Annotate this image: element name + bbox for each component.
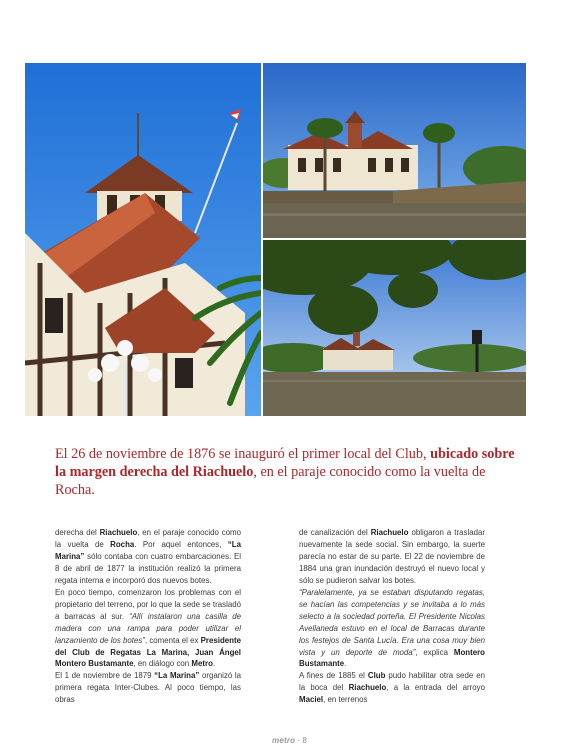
- text: . Por aquel entonces,: [134, 539, 228, 549]
- paragraph: [299, 587, 485, 671]
- text-bold: Montero Bustamante: [299, 647, 485, 669]
- article-column-right: [299, 527, 485, 706]
- text: , en diálogo con: [133, 659, 192, 669]
- photo-club-tower: [25, 63, 261, 416]
- text: organizó la primera regata Inter-Clubes. Al poco tiempo, las obras: [55, 671, 242, 705]
- text: pudo habilitar otra sede en la boca del: [299, 671, 485, 693]
- text: .: [212, 659, 216, 669]
- paragraph: [55, 587, 241, 671]
- text: , comenta el ex: [144, 635, 201, 645]
- text-italic: “Paralelamente, ya se estaban disputando regatas, se hacían las competencias y se invitaba a lo más selecto a la sociedad porteña. El Presidente Nicolas Avellaneda estuvo en el local de Barracas durante los festejos de Santa Lucía. Era una cosa muy bien vista y un deporte de moda”: [299, 587, 485, 657]
- text-bold: Riachuelo: [348, 683, 387, 693]
- photo-club-building-riverside: [263, 63, 526, 238]
- text: , explica: [415, 647, 454, 657]
- pull-quote-emphasis: ubicado sobre la margen derecha del Riachuelo: [55, 446, 515, 480]
- text-bold: “La Marina”: [154, 671, 200, 681]
- text-bold: Metro: [191, 659, 213, 669]
- text: .: [344, 659, 347, 669]
- text-bold: Riachuelo: [99, 528, 138, 537]
- text-bold: Rocha: [110, 539, 135, 549]
- page-footer: metro · 8: [272, 736, 307, 745]
- article-column-left: [55, 527, 241, 706]
- text-italic: “Allí instalaron una casilla de madera con una rampa para poder utilizar el lanzamiento de los botes”: [55, 611, 241, 645]
- text-bold: Presidente del Club de Regatas La Marina, Juan Ángel Montero Bustamante: [55, 635, 242, 669]
- text-bold: Riachuelo: [370, 528, 409, 537]
- pull-quote-part3: , en el paraje conocido como la vuelta de Rocha.: [55, 463, 486, 498]
- text: , en el paraje conocido como la vuelta de: [55, 528, 241, 549]
- paragraph: [55, 670, 241, 706]
- pull-quote-part1: El 26 de noviembre de 1876 se inauguró el primer local del Club,: [55, 446, 431, 462]
- text: derecha del: [55, 528, 100, 537]
- pull-quote: [55, 446, 525, 499]
- paragraph: [299, 527, 485, 587]
- text: , a la entrada del arroyo: [386, 683, 485, 693]
- text-bold: “La Marina”: [55, 539, 241, 561]
- photo-riverside-view: [263, 240, 526, 416]
- text: sólo contaba con cuatro embarcaciones. El 8 de abril de 1877 la institución realizó la primera regata interna e incorporó dos nuevos botes.: [55, 551, 241, 585]
- paragraph: [299, 670, 485, 706]
- metro-logo: metro: [272, 736, 296, 745]
- text: El 1 de noviembre de 1879: [55, 671, 155, 681]
- text: obligaron a trasladar nuevamente la sede social. Sin embargo, la suerte parecía no estar de su parte. El 22 de noviembre de 1884 una gran inundación destruyó el nuevo local y sólo se pudieron salvar los botes.: [299, 528, 485, 585]
- text: A fines de 1885 el: [299, 671, 368, 681]
- text: En poco tiempo, comenzaron los problemas con el propietario del terreno, por lo que la sede se trasladó a barracas al sur.: [55, 587, 241, 621]
- paragraph: [55, 527, 241, 587]
- text: , en terrenos: [323, 695, 368, 705]
- page-number: 8: [302, 736, 307, 745]
- text: de canalización del: [299, 528, 371, 537]
- text-bold: Club: [367, 671, 386, 681]
- text-bold: Maciel: [299, 695, 324, 705]
